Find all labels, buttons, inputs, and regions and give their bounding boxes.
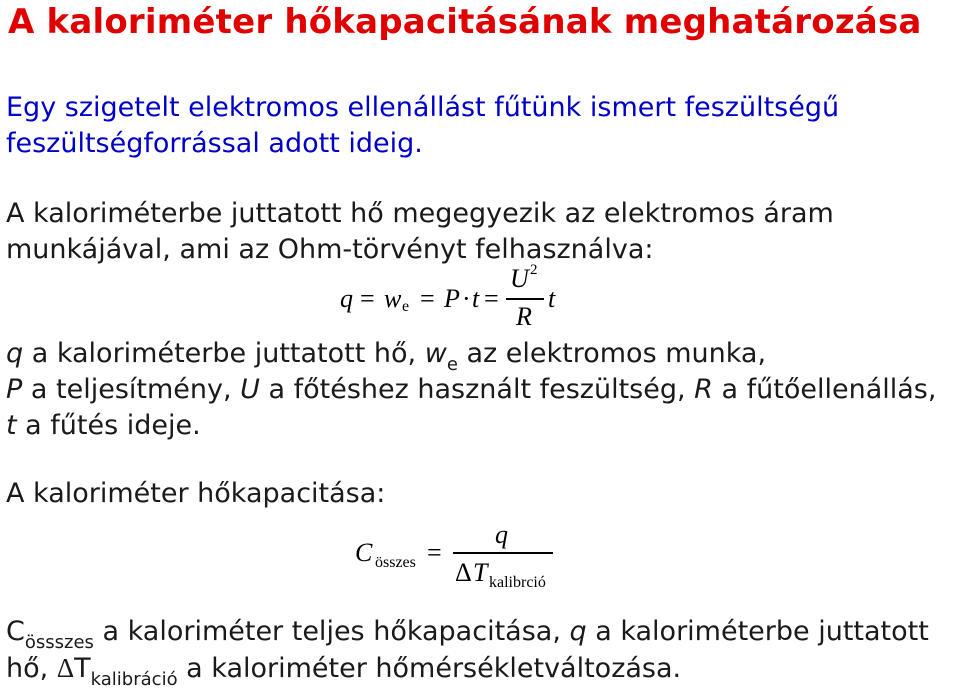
formula2-numerator-q: q	[495, 520, 508, 549]
def-w-sub: e	[446, 354, 458, 375]
formula-equals-3: =	[484, 284, 499, 313]
formula-w-subscript: e	[402, 298, 410, 315]
formula2-C: C	[355, 538, 373, 567]
footer-C: C	[6, 616, 25, 647]
formula-dot: ·	[462, 284, 471, 313]
formula2-T: T	[473, 558, 488, 587]
footer-line-2	[6, 650, 929, 690]
footer-q: q	[569, 616, 587, 647]
definitions-line-2	[6, 372, 936, 408]
formula-equals-1: =	[360, 284, 375, 313]
def-t: t	[6, 410, 17, 441]
footer-T-sub: kalibráció	[90, 669, 178, 690]
formula-exponent: 2	[530, 262, 538, 278]
footer-paragraph	[6, 614, 929, 690]
footer-text-1: a kaloriméter teljes hőkapacitása,	[93, 616, 570, 647]
formula-P: P	[444, 284, 460, 313]
formula2-equals: =	[427, 538, 442, 567]
formula-denominator-R: R	[516, 302, 532, 331]
explain-paragraph	[6, 196, 834, 268]
explain-line-1: A kaloriméterbe juttatott hő megegyezik az elektromos áram	[6, 198, 834, 229]
def-w-text: az elektromos munka,	[457, 338, 767, 369]
footer-text-2: a kaloriméterbe juttatott	[586, 616, 929, 647]
def-U: U	[240, 374, 260, 405]
footer-text-3: a kaloriméter hőmérsékletváltozása.	[177, 653, 682, 684]
def-R: R	[694, 374, 713, 405]
def-t-text: a fűtés ideje.	[16, 410, 201, 441]
def-R-text: a fűtőellenállás,	[712, 374, 937, 405]
definitions-line-1	[6, 336, 936, 375]
intro-line-2: feszültségforrással adott ideig.	[6, 128, 423, 159]
def-w: w	[424, 338, 447, 369]
capacity-heading-text: A kaloriméter hőkapacitása:	[6, 478, 386, 509]
heat-formula	[340, 262, 580, 340]
footer-delta: Δ	[56, 653, 75, 683]
def-q: q	[6, 338, 24, 369]
definitions-line-3	[6, 408, 936, 444]
def-U-text: a főtéshez használt feszültség,	[259, 374, 695, 405]
intro-paragraph	[6, 90, 839, 162]
footer-T: T	[74, 653, 91, 684]
formula2-T-subscript: kalibrció	[489, 574, 546, 591]
explain-line-2: munkájával, ami az Ohm-törvényt felhasználva:	[6, 234, 654, 265]
intro-line-1: Egy szigetelt elektromos ellenállást fűtünk ismert feszültségű	[6, 92, 840, 123]
formula2-C-subscript: összes	[375, 554, 416, 571]
formula-w: w	[384, 284, 402, 313]
page-title: A kaloriméter hőkapacitásának meghatározása	[8, 2, 922, 42]
footer-line-1	[6, 614, 929, 653]
capacity-heading	[6, 476, 385, 512]
formula-t-2: t	[548, 284, 556, 313]
footer-C-sub: össszes	[24, 632, 94, 653]
capacity-formula	[355, 520, 575, 600]
formula-equals-2: =	[420, 284, 435, 313]
def-P: P	[6, 374, 23, 405]
formula2-delta: Δ	[455, 558, 472, 587]
footer-line2-start: hő,	[6, 653, 57, 684]
definitions-paragraph	[6, 336, 936, 444]
fraction-bar-2	[453, 552, 553, 554]
def-q-text: a kaloriméterbe juttatott hő,	[23, 338, 425, 369]
formula-t: t	[472, 284, 480, 313]
def-P-text: a teljesítmény,	[22, 374, 241, 405]
fraction-bar-1	[506, 298, 544, 300]
formula-numerator-U: U	[510, 264, 529, 293]
formula-q: q	[340, 284, 353, 313]
